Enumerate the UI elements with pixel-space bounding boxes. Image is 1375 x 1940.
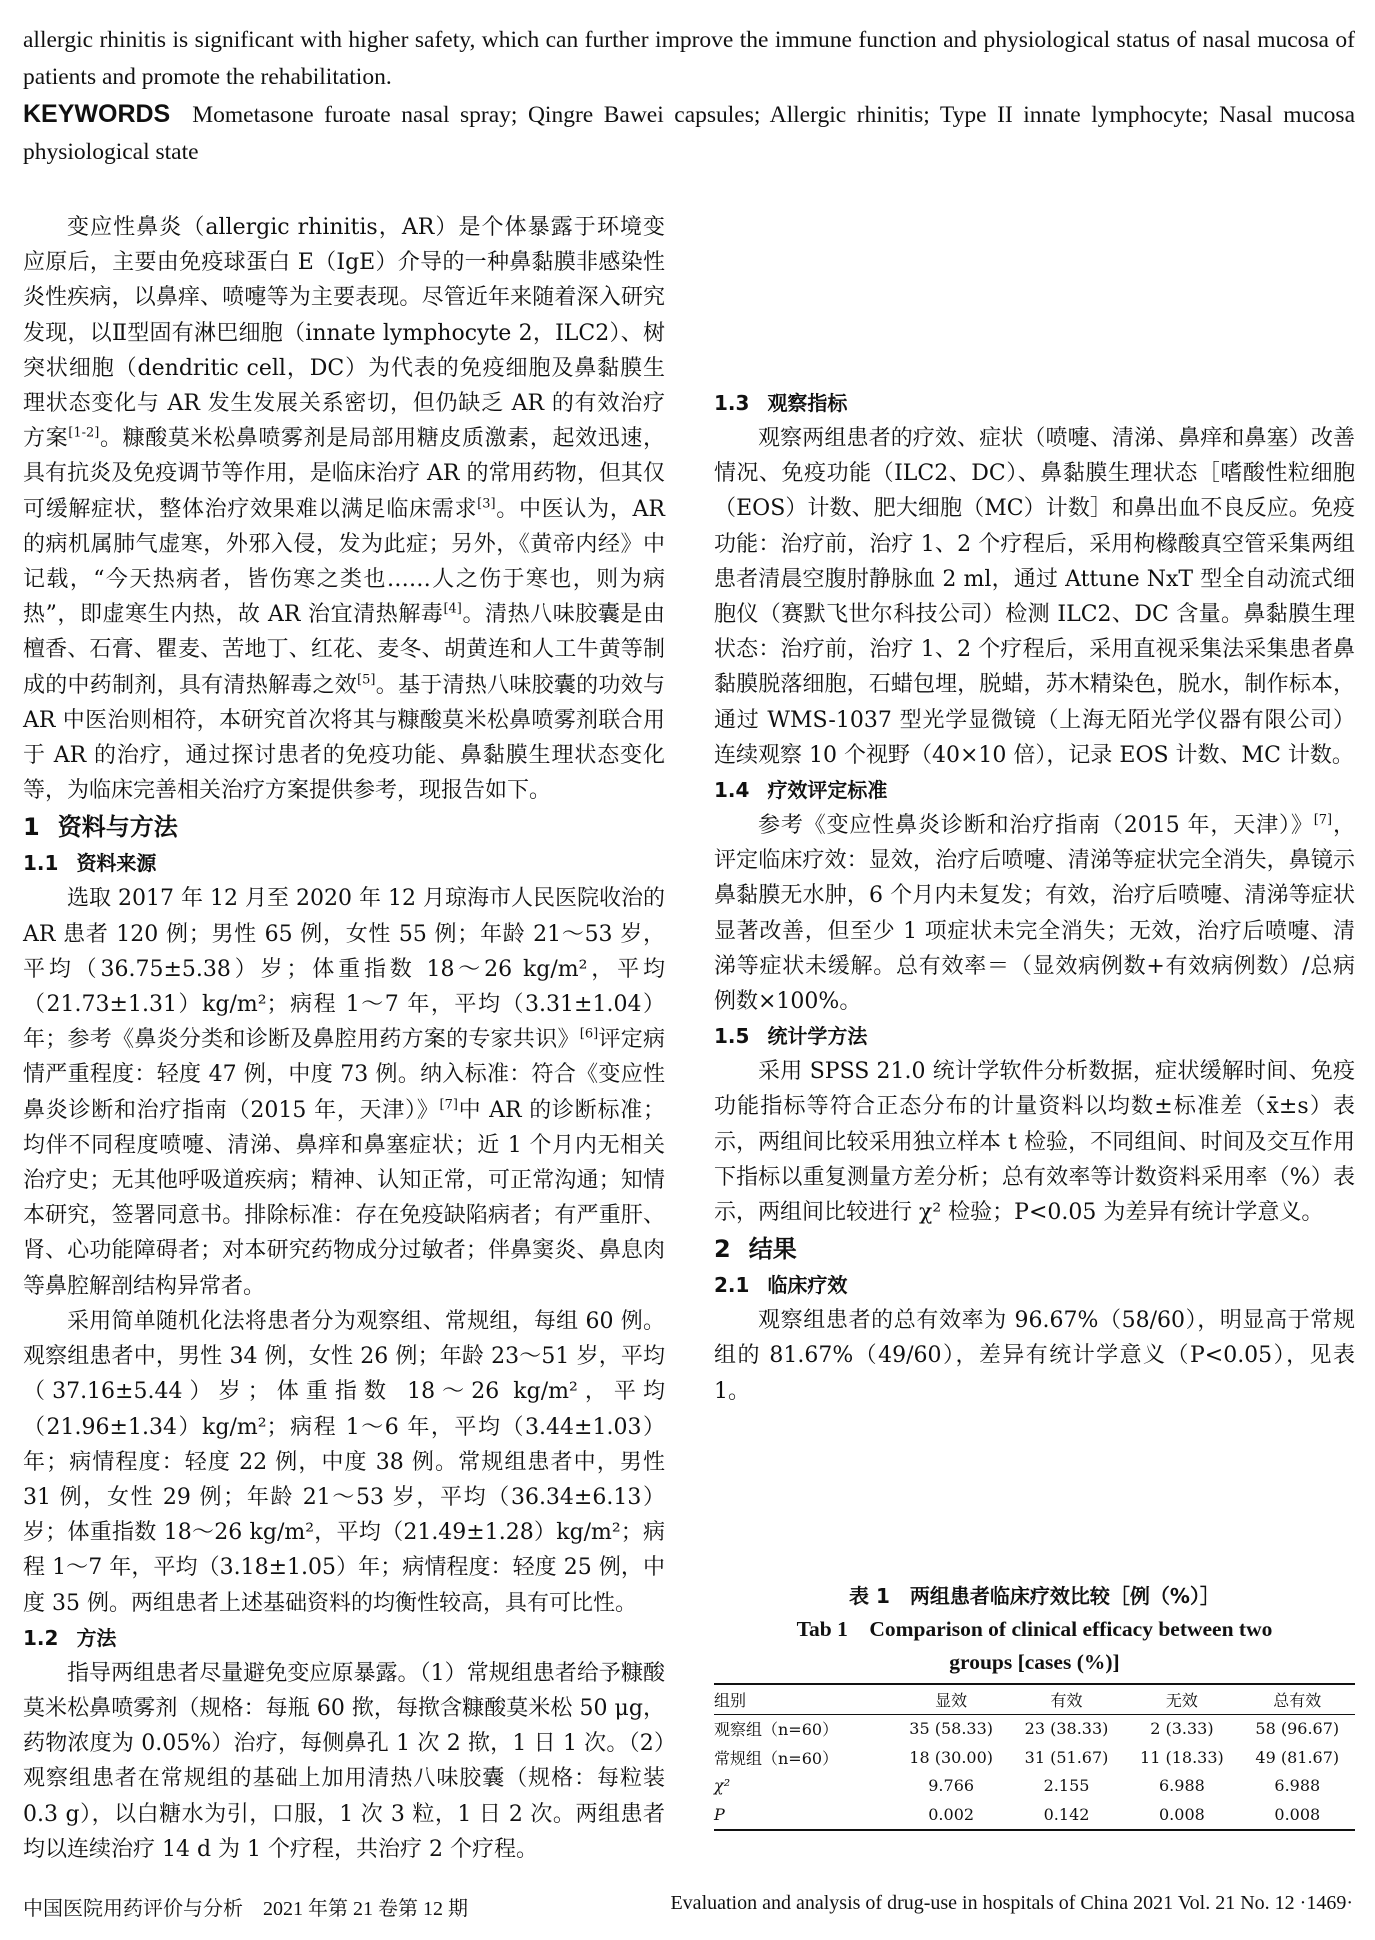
table-cell: 0.142 <box>1043 1804 1090 1824</box>
table-cell: 0.008 <box>1159 1804 1205 1824</box>
table-cell: 6.988 <box>1159 1776 1205 1796</box>
table-row <box>714 1772 1355 1801</box>
section-heading-2: 2 结果 <box>714 1235 797 1264</box>
table-header-cell: 无效 <box>1165 1690 1198 1710</box>
table-cell: 0.008 <box>1274 1804 1321 1824</box>
table-header-cell: 组别 <box>714 1690 747 1710</box>
section-1-1-paragraph-2: 采用简单随机化法将患者分为观察组、常规组，每组 60 例。观察组患者中，男性 34 例，女性 26 例；年龄 23～51 岁，平均（37.16±5.44）岁；体重指数 18～26 kg/m²，平均（21.96±1.34）kg/m²；病程 1～6 年，平均（3.44±1.03）年；病情程度：轻度 22 例，中度 38 例。常规组患者中，男性 31 例，女性 29 例；年龄 21～53 岁，平均（36.34±6.13）岁；体重指数 18～26 kg/m²，平均（21.49±1.28）kg/m²；病程 1～7 年，平均（3.18±1.05）年；病情程度：轻度 25 例，中度 35 例。两组患者上述基础资料的均衡性较高，具有可比性。 <box>23 1308 665 1616</box>
right-column <box>714 210 1355 1409</box>
ref-citation: [4] <box>443 601 462 617</box>
section-heading-1: 1 资料与方法 <box>23 813 178 842</box>
ref-citation: [3] <box>477 496 496 512</box>
table-cell: 0.002 <box>928 1804 975 1824</box>
table-1-grid <box>714 1683 1355 1831</box>
section-heading-1-2: 1.2 方法 <box>23 1625 117 1650</box>
footer-right <box>670 1892 1353 1915</box>
table-cell: 58 (96.67) <box>1255 1719 1340 1739</box>
abstract-tail <box>23 22 1355 171</box>
ref-citation: [5] <box>357 672 376 688</box>
section-1-4-paragraph: 参考《变应性鼻炎诊断和治疗指南（2015 年，天津）》[7]，评定临床疗效：显效，治疗后喷嚏、清涕等症状完全消失，鼻镜示鼻黏膜无水肿，6 个月内未复发；有效，治疗后喷嚏、清涕等症状显著改善，但至少 1 项症状未完全消失；无效，治疗后喷嚏、清涕等症状未缓解。总有效率＝（显效病例数+有效病例数）/总病例数×100%。 <box>714 812 1355 1015</box>
section-2-1-paragraph: 观察组患者的总有效率为 96.67%（58/60），明显高于常规组的 81.67%（49/60），差异有统计学意义（P<0.05），见表 1。 <box>714 1308 1355 1404</box>
section-1-1-paragraph-1: 选取 2017 年 12 月至 2020 年 12 月琼海市人民医院收治的 AR 患者 120 例；男性 65 例，女性 55 例；年龄 21～53 岁，平均（36.75±5.38）岁；体重指数 18～26 kg/m²，平均（21.73±1.31）kg/m²；病程 1～7 年，平均（3.31±1.04）年；参考《鼻炎分类和诊断及鼻腔用药方案的专家共识》[6]评定病情严重程度：轻度 47 例，中度 73 例。纳入标准：符合《变应性鼻炎诊断和治疗指南（2015 年，天津）》[7]中 AR 的诊断标准；均伴不同程度喷嚏、清涕、鼻痒和鼻塞症状；近 1 个月内无相关治疗史；无其他呼吸道疾病；精神、认知正常，可正常沟通；知情本研究，签署同意书。排除标准：存在免疫缺陷病者；有严重肝、肾、心功能障碍者；对本研究药物成分过敏者；伴鼻窦炎、鼻息肉等鼻腔解剖结构异常者。 <box>23 886 665 1299</box>
table-cell: 2.155 <box>1043 1776 1090 1796</box>
table-cell: 49 (81.67) <box>1255 1747 1340 1767</box>
table-cell: 2 (3.33) <box>1150 1719 1214 1739</box>
page-number: ·1469· <box>1299 1892 1353 1914</box>
table-cell: P <box>714 1804 725 1824</box>
table-header-cell: 显效 <box>935 1690 968 1710</box>
table-cell: 18 (30.00) <box>909 1747 994 1767</box>
table-cell: 9.766 <box>928 1776 975 1796</box>
table-cell: 观察组（n=60） <box>714 1720 839 1740</box>
section-heading-1-4: 1.4 疗效评定标准 <box>714 778 888 803</box>
ref-citation: [7] <box>1313 812 1333 828</box>
table-cell: 常规组（n=60） <box>714 1748 839 1768</box>
table-cell: χ² <box>714 1776 731 1796</box>
table-cell: 35 (58.33) <box>909 1719 994 1739</box>
table-caption-cn: 表 1 两组患者临床疗效比较［例（%）］ <box>849 1584 1220 1608</box>
table-row <box>714 1714 1355 1743</box>
section-heading-1-5: 1.5 统计学方法 <box>714 1024 868 1049</box>
keywords-text: Mometasone furoate nasal spray; Qingre Bawei capsules; Allergic rhinitis; Type II innate lymphocyte; Nasal mucosa physiological state <box>23 102 1355 165</box>
ref-citation: [1-2] <box>68 425 100 441</box>
section-1-3-paragraph: 观察两组患者的疗效、症状（喷嚏、清涕、鼻痒和鼻塞）改善情况、免疫功能（ILC2、DC）、鼻黏膜生理状态［嗜酸性粒细胞（EOS）计数、肥大细胞（MC）计数］和鼻出血不良反应。免疫功能：治疗前，治疗 1、2 个疗程后，采用枸橼酸真空管采集两组患者清晨空腹肘静脉血 2 ml，通过 Attune NxT 型全自动流式细胞仪（赛默飞世尔科技公司）检测 ILC2、DC 含量。鼻黏膜生理状态：治疗前，治疗 1、2 个疗程后，采用直视采集法采集患者鼻黏膜脱落细胞，石蜡包埋，脱蜡，苏木精染色，脱水，制作标本，通过 WMS-1037 型光学显微镜（上海无陌光学仪器有限公司）连续观察 10 个视野（40×10 倍），记录 EOS 计数、MC 计数。 <box>714 426 1355 768</box>
table-cell: 11 (18.33) <box>1140 1747 1224 1767</box>
section-1-2-paragraph: 指导两组患者尽量避免变应原暴露。（1）常规组患者给予糠酸莫米松鼻喷雾剂（规格：每瓶 60 揿，每揿含糠酸莫米松 50 μg，药物浓度为 0.05%）治疗，每侧鼻孔 1 次 2 揿，1 日 1 次。（2）观察组患者在常规组的基础上加用清热八味胶囊（规格：每粒装 0.3 g），以白糖水为引，口服，1 次 3 粒，1 日 2 次。两组患者均以连续治疗 14 d 为 1 个疗程，共治疗 2 个疗程。 <box>23 1660 665 1862</box>
abstract-text: allergic rhinitis is significant with higher safety, which can further improve the immune function and physiological status of nasal mucosa of patients and promote the rehabilitation. <box>23 27 1355 90</box>
table-header-row <box>714 1684 1355 1714</box>
section-heading-1-1: 1.1 资料来源 <box>23 851 157 876</box>
table-row <box>714 1743 1355 1772</box>
intro-paragraph: 变应性鼻炎（allergic rhinitis，AR）是个体暴露于环境变应原后，主要由免疫球蛋白 E（IgE）介导的一种鼻黏膜非感染性炎性疾病，以鼻痒、喷嚏等为主要表现。尽管近年来随着深入研究发现，以Ⅱ型固有淋巴细胞（innate lymphocyte 2，ILC2）、树突状细胞（dendritic cell，DC）为代表的免疫细胞及鼻黏膜生理状态变化与 AR 发生发展关系密切，但仍缺乏 AR 的有效治疗方案[1-2]。糠酸莫米松鼻喷雾剂是局部用糖皮质激素，起效迅速，具有抗炎及免疫调节等作用，是临床治疗 AR 的常用药物，但其仅可缓解症状，整体治疗效果难以满足临床需求[3]。中医认为，AR 的病机属肺气虚寒，外邪入侵，发为此症；另外，《黄帝内经》中记载，“今天热病者，皆伤寒之类也……人之伤于寒也，则为病热”，即虚寒生内热，故 AR 治宜清热解毒[4]。清热八味胶囊是由檀香、石膏、瞿麦、苦地丁、红花、麦冬、胡黄连和人工牛黄等制成的中药制剂，具有清热解毒之效[5]。基于清热八味胶囊的功效与 AR 中医治则相符，本研究首次将其与糠酸莫米松鼻喷雾剂联合用于 AR 的治疗，通过探讨患者的免疫功能、鼻黏膜生理状态变化等，为临床完善相关治疗方案提供参考，现报告如下。 <box>23 215 666 804</box>
table-caption-en-line-2: groups [cases (%)] <box>949 1650 1120 1674</box>
table-cell: 23 (38.33) <box>1024 1719 1109 1739</box>
table-header-cell: 有效 <box>1050 1690 1083 1710</box>
table-caption-en-line-1: Tab 1 Comparison of clinical efficacy between two <box>796 1617 1273 1641</box>
table-1 <box>714 1580 1355 1831</box>
footer-left: 中国医院用药评价与分析 2021 年第 21 卷第 12 期 <box>23 1898 468 1920</box>
ref-citation: [6] <box>579 1026 599 1042</box>
left-column <box>23 210 666 1862</box>
ref-citation: [7] <box>439 1097 458 1113</box>
table-row <box>714 1800 1355 1830</box>
keywords-label: KEYWORDS <box>23 100 171 128</box>
table-header-cell: 总有效 <box>1273 1690 1322 1710</box>
section-1-5-paragraph: 采用 SPSS 21.0 统计学软件分析数据，症状缓解时间、免疫功能指标等符合正态分布的计量资料以均数±标准差（x̄±s）表示，两组间比较采用独立样本 t 检验，不同组间、时间及交互作用下指标以重复测量方差分析；总有效率等计数资料采用率（%）表示，两组间比较进行 χ² 检验；P<0.05 为差异有统计学意义。 <box>714 1059 1355 1226</box>
footer-journal: Evaluation and analysis of drug-use in hospitals of China 2021 Vol. 21 No. 12 <box>670 1892 1295 1914</box>
keywords-line <box>23 96 1355 171</box>
table-cell: 6.988 <box>1274 1776 1321 1796</box>
table-cell: 31 (51.67) <box>1024 1747 1109 1767</box>
section-heading-1-3: 1.3 观察指标 <box>714 391 848 415</box>
section-heading-2-1: 2.1 临床疗效 <box>714 1273 848 1298</box>
